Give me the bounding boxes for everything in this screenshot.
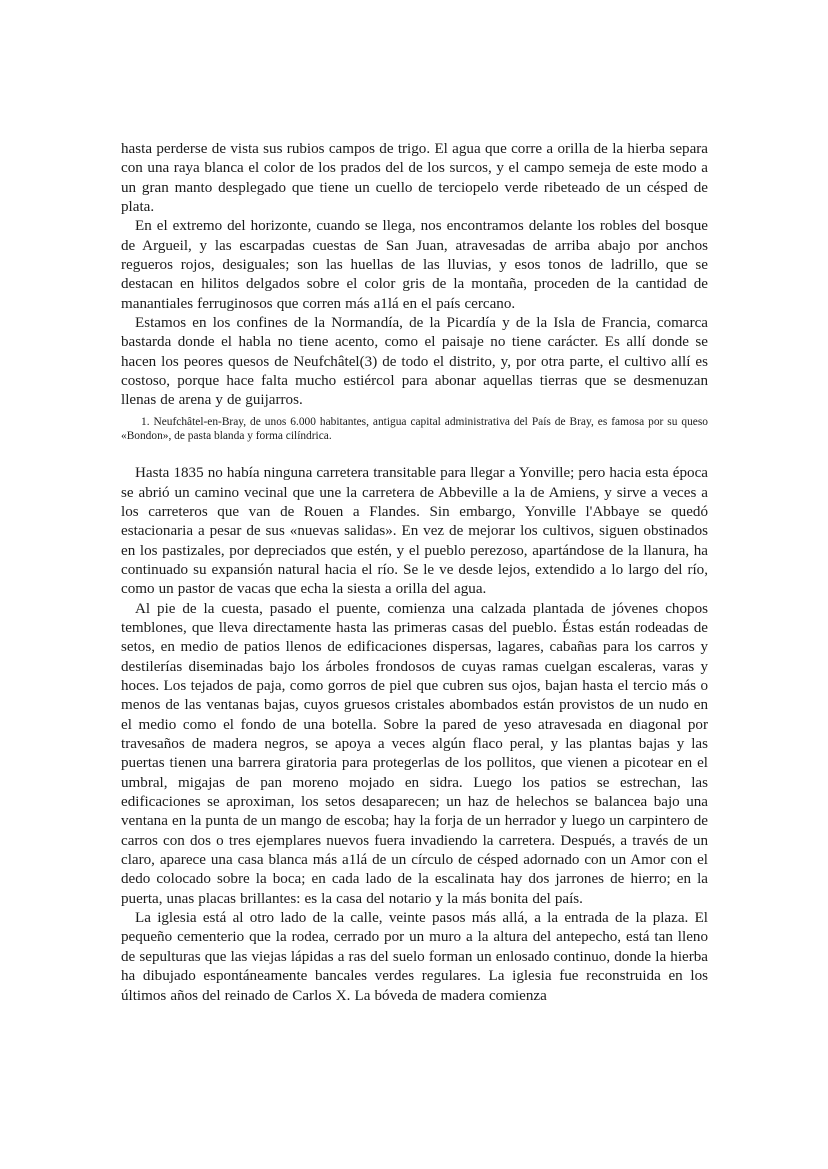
paragraph: hasta perderse de vista sus rubios campos de trigo. El agua que corre a orilla de la hierba separa con una raya blanca el color de los prados del de los surcos, y el campo semeja de este modo a un gran manto desplegado que tiene un cuello de terciopelo verde ribeteado de un césped de plata. xyxy=(121,141,708,216)
paragraph: Al pie de la cuesta, pasado el puente, comienza una calzada plantada de jóvenes chopos temblones, que lleva directamente hasta las primeras casas del pueblo. Éstas están rodeadas de setos, en medio de patios llenos de edificaciones dispersas, lagares, cabañas para los carros y destilerías diseminadas bajo los árboles frondosos de cuyas ramas cuelgan escaleras, varas y hoces. Los tejados de paja, como gorros de piel que cubren sus ojos, bajan hasta el tercio más o menos de las ventanas bajas, cuyos gruesos cristales abombados están provistos de un nudo en el medio como el fondo de una botella. Sobre la pared de yeso atravesada en diagonal por travesaños de madera negros, se apoya a veces algún flaco peral, y las plantas bajas y las puertas tienen una barrera giratoria para protegerlas de los pollitos, que vienen a picotear en el umbral, migajas de pan moreno mojado en sidra. Luego los patios se estrechan, las edificaciones se aproximan, los setos desaparecen; un haz de helechos se balancea bajo una ventana en la punta de un mango de escoba; hay la forja de un herrador y luego un carpintero de carros con dos o tres ejemplares nuevos fuera invadiendo la carretera. Después, a través de un claro, aparece una casa blanca más a1lá de un círculo de césped adornado con un Amor con el dedo colocado sobre la boca; en cada lado de la escalinata hay dos jarrones de hierro; en la puerta, unas placas brillantes: es la casa del notario y la más bonita del país. xyxy=(121,600,708,907)
text-column xyxy=(121,140,708,1006)
paragraph: Hasta 1835 no había ninguna carretera transitable para llegar a Yonville; pero hacia esta época se abrió un camino vecinal que une la carretera de Abbeville a la de Amiens, y sirve a veces a los carreteros que van de Rouen a Flandes. Sin embargo, Yonville l'Abbaye se quedó estacionaria a pesar de sus «nuevas salidas». En vez de mejorar los cultivos, siguen obstinados en los pastizales, por depreciados que estén, y el pueblo perezoso, apartándose de la llanura, ha continuado su expansión natural hacia el río. Se le ve desde lejos, extendido a lo largo del río, como un pastor de vacas que echa la siesta a orilla del agua. xyxy=(121,465,708,598)
paragraph: La iglesia está al otro lado de la calle, veinte pasos más allá, a la entrada de la plaza. El pequeño cementerio que la rodea, cerrado por un muro a la altura del antepecho, está tan lleno de sepulturas que las viejas lápidas a ras del suelo forman un enlosado continuo, donde la hierba ha dibujado espontáneamente bancales verdes regulares. La iglesia fue reconstruida en los últimos años del reinado de Carlos X. La bóveda de madera comienza xyxy=(121,910,708,1004)
footnote: 1. Neufchâtel-en-Bray, de unos 6.000 habitantes, antigua capital administrativa del País de Bray, es famosa por su queso «Bondon», de pasta blanda y forma cilíndrica. xyxy=(121,415,708,443)
paragraph: En el extremo del horizonte, cuando se llega, nos encontramos delante los robles del bosque de Argueil, y las escarpadas cuestas de San Juan, atravesadas de arriba abajo por anchos regueros rojos, desiguales; son las huellas de las lluvias, y esos tonos de ladrillo, que se destacan en hilitos delgados sobre el color gris de la montaña, proceden de la cantidad de manantiales ferruginosos que corren más a1lá en el país cercano. xyxy=(121,218,708,312)
paragraph: Estamos en los confines de la Normandía, de la Picardía y de la Isla de Francia, comarca bastarda donde el habla no tiene acento, como el paisaje no tiene carácter. Es allí donde se hacen los peores quesos de Neufchâtel(3) de todo el distrito, y, por otra parte, el cultivo allí es costoso, porque hace falta mucho estiércol para abonar aquellas tierras que se desmenuzan llenas de arena y de guijarros. xyxy=(121,315,708,409)
footnote-gap xyxy=(121,443,708,464)
